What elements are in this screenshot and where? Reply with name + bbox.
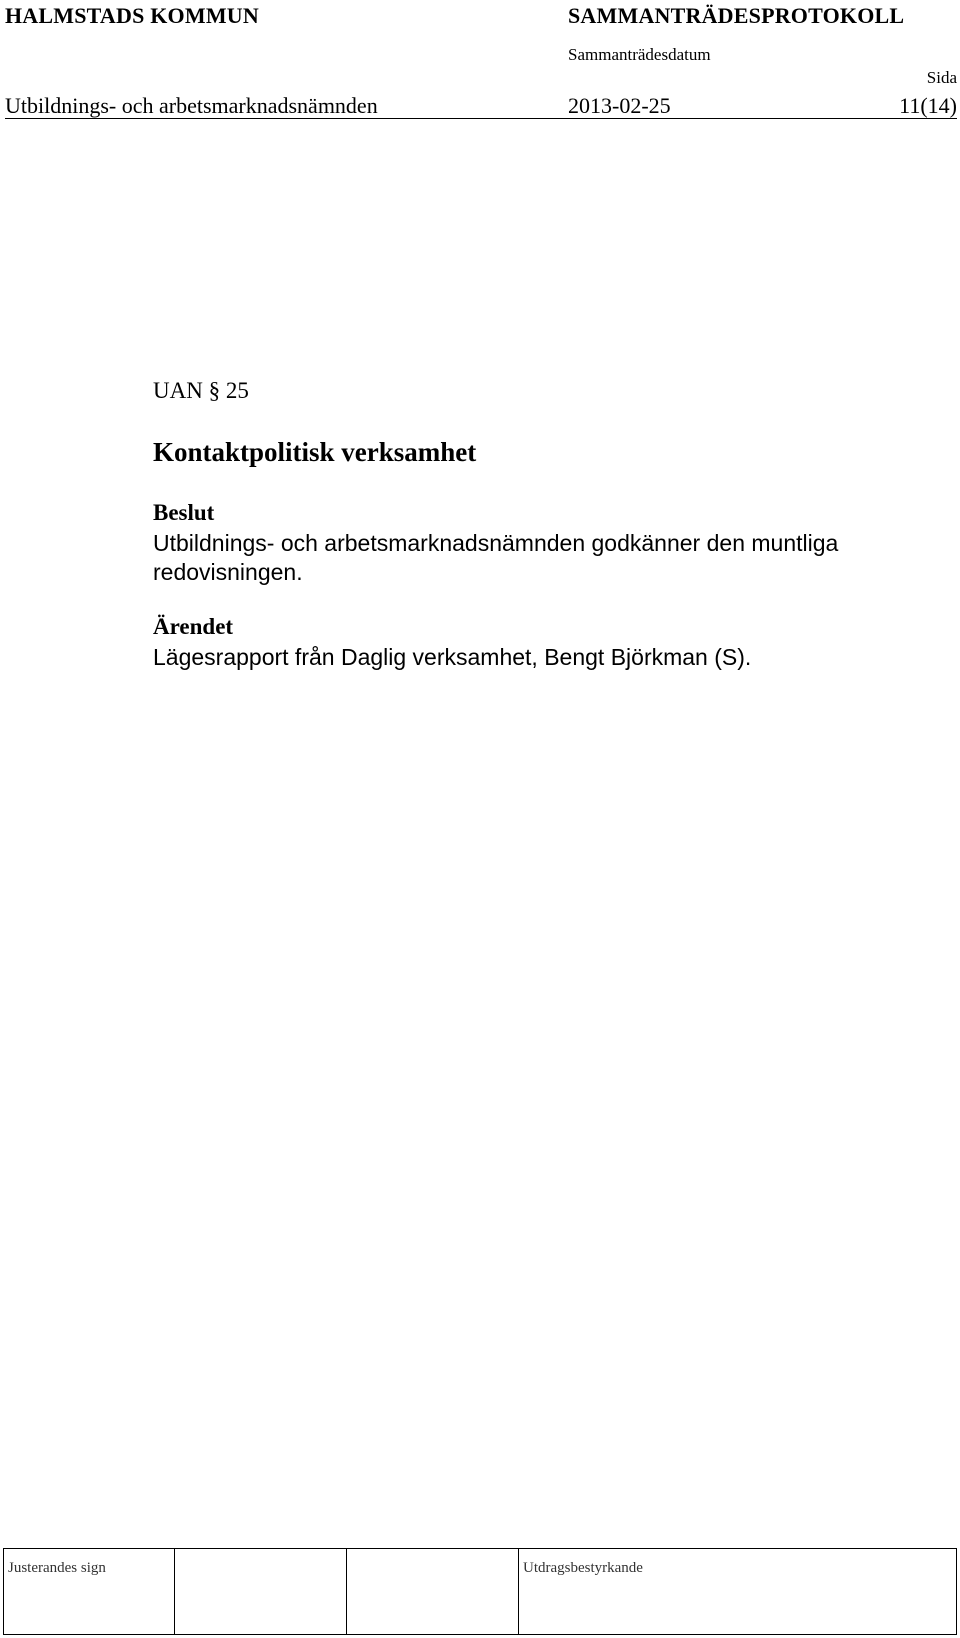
page-number: 11(14) [899, 93, 957, 118]
item-title: Kontaktpolitisk verksamhet [153, 437, 477, 467]
meeting-date: 2013-02-25 [568, 93, 671, 118]
header-divider [5, 118, 957, 119]
organization-name: HALMSTADS KOMMUN [5, 3, 259, 28]
extract-label: Utdragsbestyrkande [523, 1560, 643, 1576]
signature-cell-1 [175, 1549, 347, 1635]
decision-text: Utbildnings- och arbetsmarknadsnämnden godkänner den muntliga redovisningen. [153, 530, 839, 585]
matter-heading: Ärendet [153, 614, 234, 639]
signature-cell-2 [347, 1549, 519, 1635]
matter-text: Lägesrapport från Daglig verksamhet, Bengt Björkman (S). [153, 644, 752, 670]
extract-cell [519, 1549, 957, 1635]
document-type: SAMMANTRÄDESPROTOKOLL [568, 3, 905, 28]
paragraph-reference: UAN § 25 [153, 378, 249, 403]
decision-heading: Beslut [153, 500, 215, 525]
justering-label: Justerandes sign [8, 1560, 106, 1576]
committee-name: Utbildnings- och arbetsmarknadsnämnden [5, 93, 378, 118]
page-label: Sida [926, 68, 957, 87]
justering-cell [4, 1549, 175, 1635]
meeting-date-label: Sammanträdesdatum [568, 45, 711, 64]
signature-table [3, 1548, 957, 1635]
